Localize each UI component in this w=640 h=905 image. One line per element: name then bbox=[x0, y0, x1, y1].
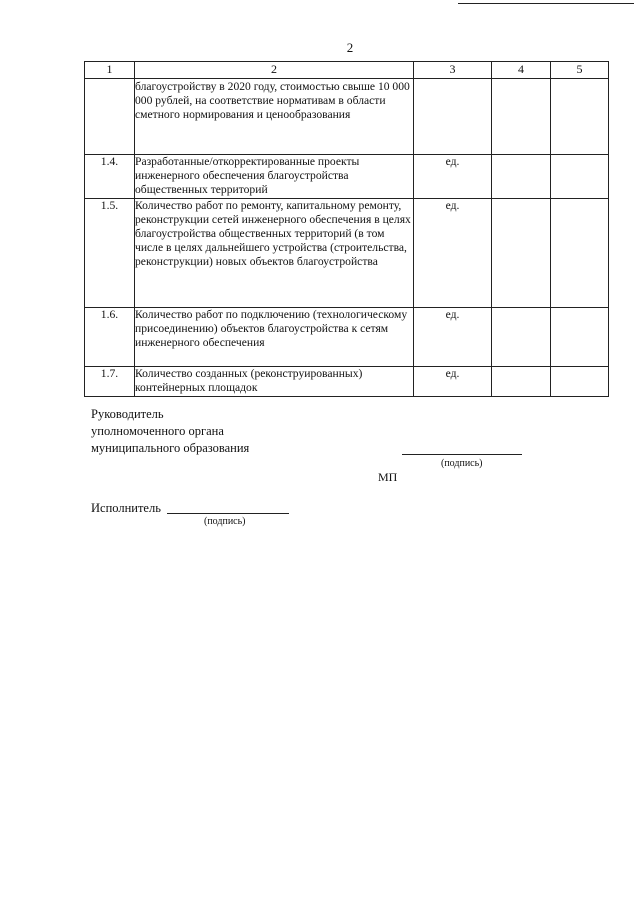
row-value-4 bbox=[492, 79, 551, 155]
row-value-4 bbox=[492, 367, 551, 397]
row-value-5 bbox=[551, 155, 609, 199]
column-header-3: 3 bbox=[414, 62, 492, 79]
row-number: 1.6. bbox=[85, 308, 135, 367]
row-unit: ед. bbox=[414, 367, 492, 397]
row-number: 1.5. bbox=[85, 199, 135, 308]
row-unit: ед. bbox=[414, 155, 492, 199]
row-unit: ед. bbox=[414, 308, 492, 367]
row-value-5 bbox=[551, 79, 609, 155]
executor-signature-line bbox=[167, 513, 289, 514]
row-value-4 bbox=[492, 308, 551, 367]
row-description: Количество работ по подключению (технологическому присоединению) объектов благоустройства к сетям инженерного обеспечения bbox=[135, 308, 414, 367]
column-header-4: 4 bbox=[492, 62, 551, 79]
head-title-line-1: Руководитель bbox=[91, 407, 164, 421]
row-description: Количество работ по ремонту, капитальному ремонту, реконструкции сетей инженерного обеспечения в целях благоустройства общественных территорий (в том числе в целях дальнейшего устройства (строительства, реконструкции) новых объектов благоустройства bbox=[135, 199, 414, 308]
row-number: 1.4. bbox=[85, 155, 135, 199]
head-signature-line bbox=[402, 454, 522, 455]
row-value-4 bbox=[492, 199, 551, 308]
row-description: Количество созданных (реконструированных) контейнерных площадок bbox=[135, 367, 414, 397]
row-value-5 bbox=[551, 308, 609, 367]
page-number: 2 bbox=[346, 40, 354, 55]
executor-signature-caption: (подпись) bbox=[204, 516, 246, 527]
head-signature-block bbox=[91, 406, 249, 457]
row-description: Разработанные/откорректированные проекты инженерного обеспечения благоустройства общественных территорий bbox=[135, 155, 414, 199]
report-table bbox=[84, 61, 609, 397]
column-header-1: 1 bbox=[85, 62, 135, 79]
row-number bbox=[85, 79, 135, 155]
row-number: 1.7. bbox=[85, 367, 135, 397]
table-row bbox=[85, 79, 609, 155]
executor-label: Исполнитель bbox=[91, 501, 161, 515]
head-title-line-2: уполномоченного органа bbox=[91, 424, 224, 438]
column-header-5: 5 bbox=[551, 62, 609, 79]
row-description: благоустройству в 2020 году, стоимостью свыше 10 000 000 рублей, на соответствие нормативам в области сметного нормирования и ценообразования bbox=[135, 79, 414, 155]
row-value-4 bbox=[492, 155, 551, 199]
table-row bbox=[85, 308, 609, 367]
column-header-2: 2 bbox=[135, 62, 414, 79]
row-value-5 bbox=[551, 199, 609, 308]
table-row bbox=[85, 199, 609, 308]
top-rule bbox=[458, 3, 634, 4]
head-signature-caption: (подпись) bbox=[441, 458, 483, 469]
table-header-row bbox=[85, 62, 609, 79]
table-row bbox=[85, 155, 609, 199]
stamp-label: МП bbox=[378, 470, 398, 484]
head-title-line-3: муниципального образования bbox=[91, 441, 250, 455]
table-row bbox=[85, 367, 609, 397]
row-value-5 bbox=[551, 367, 609, 397]
row-unit: ед. bbox=[414, 199, 492, 308]
row-unit bbox=[414, 79, 492, 155]
